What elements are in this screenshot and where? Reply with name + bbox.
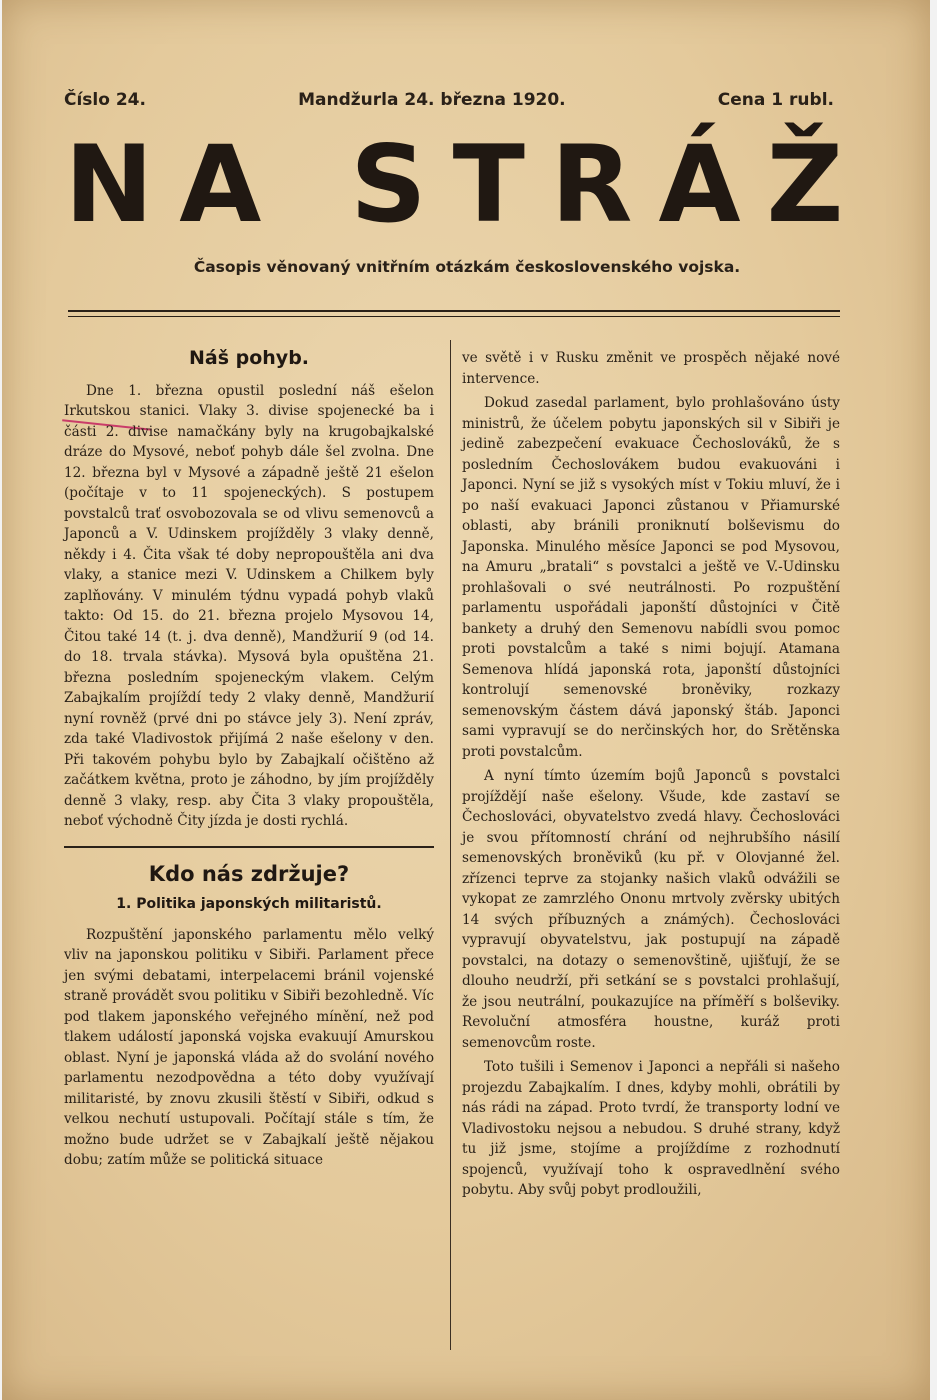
header-rule-top xyxy=(68,310,840,312)
newspaper-subtitle: Časopis věnovaný vnitřním otázkám československého vojska. xyxy=(193,258,741,276)
right-paragraph: A nyní tímto územím bojů Japonců s povstalci projíždějí naše ešelony. Všude, kde zastaví se Čechoslováci, obyvatelstvo zvedá hlavy. Čechoslováci je svou přítomností chrání od nejhrubšího násilí semenovských broněviků (ku př. v Olovjanné žel. zřízenci teprve za stojanky našich vlaků odvážili se vykopat ze zamrzlého Ononu mrtvoly zvěrsky ubitých 14 svých příbuzných a známých). Čechoslováci vypravují obyvatelstvu, jak postupují na západě povstalci, na dotazy o semenovštině, ujišťují, že se dlouho neudrží, při setkání se s povstalci prohlašují, že jsou neutrální, poukazujíce na příměří s bolševiky. Revoluční atmosféra houstne, kuráž proti semenovcům roste. xyxy=(462,768,840,1051)
right-paragraph: Dokud zasedal parlament, bylo prohlašováno ústy ministrů, že účelem pobytu japonských sil v Sibiři je jedině zabezpečení evakuace Čechoslováků, že s posledním Čechoslovákem budou evakuováni i Japonci. Nyní se již s vysokých míst v Tokiu mluví, že i po naší evakuaci Japonci zůstanou v Přiamurské oblasti, aby bránili proniknutí bolševismu do Japonska. Minulého měsíce Japonci se pod Mysovou, na Amuru „bratali“ s povstalci a ještě ve V.-Udinsku prohlašovali o své neutrálnosti. Po rozpuštění parlamentu uspořádali japonští důstojníci v Čitě bankety a druhý den Semenovu nabídli svou pomoc proti povstalcům a také s nimi bojují. Atamana Semenova hlídá japonská rota, japonští důstojníci kontrolují semenovské broněviky, rozkazy semenovským částem dává japonský štáb. Japonci sami vypravují se do nerčinských hor, do Srětěnska proti povstalcům. xyxy=(462,395,840,760)
right-column xyxy=(462,348,840,1201)
article1-title: Náš pohyb. xyxy=(188,347,310,369)
place-date: Mandžurla 24. března 1920. xyxy=(298,90,566,110)
header-rule-bottom xyxy=(68,316,840,317)
left-column xyxy=(64,340,434,1171)
right-paragraph: ve světě i v Rusku změnit ve prospěch nějaké nové intervence. xyxy=(462,350,840,387)
price: Cena 1 rubl. xyxy=(717,90,834,110)
newspaper-page xyxy=(2,0,930,1400)
issue-number: Číslo 24. xyxy=(64,90,146,110)
article1-paragraph: Dne 1. března opustil poslední náš ešelon Irkutskou stanici. Vlaky 3. divise spojenecké ba i části 2. divise namačkány byly na krugobajkalské dráze do Mysové, neboť pohyb dále šel zvolna. Dne 12. března byl v Mysové a západně ještě 21 ešelon (počítaje v to 11 spojeneckých). S postupem povstalců trať osvobozovala se od vlivu semenovců a Japonců a V. Udinskem projížděly 3 vlaky denně, někdy i 4. Čita však té doby nepropouštěla ani dva vlaky, a stanice mezi V. Udinskem a Chilkem byly zaplňovány. V minulém týdnu vypadá pohyb vlaků takto: Od 15. do 21. března projelo Mysovou 14, Čitou také 14 (t. j. dva denně), Mandžurií 9 (od 14. do 18. trvala stávka). Mysová byla opuštěna 21. března posledním spojeneckým vlakem. Celým Zabajkalím projíždí tedy 2 vlaky denně, Mandžurií nyní rovněž (prvé dni po stávce jely 3). Není zpráv, zda také Vladivostok přijímá 2 naše ešelony v den. Při takovém pohybu bylo by Zabajkalí očištěno až začátkem května, proto je záhodno, by jím projížděly denně 3 vlaky, resp. aby Čita 3 vlaky propouštěla, neboť východně Čity jízda je dosti rychlá. xyxy=(64,382,434,829)
masthead-info-line xyxy=(64,90,834,110)
article2-title: Kdo nás zdržuje? xyxy=(148,861,350,886)
article2-section-title: 1. Politika japonských militaristů. xyxy=(116,896,382,912)
right-paragraph: Toto tušili i Semenov i Japonci a nepřáli si našeho projezdu Zabajkalím. I dnes, kdyby mohli, obrátili by nás rádi na západ. Proto tvrdí, že transporty lodní ve Vladivostoku nejsou a nebudou. S druhé strany, když tu již jsme, stojíme a projíždíme z rozhodnutí spojenců, využívají toho k ospravedlnění svého pobytu. Aby svůj pobyt prodloužili, xyxy=(462,1059,840,1198)
article-separator xyxy=(64,846,434,848)
column-divider xyxy=(450,340,451,1350)
newspaper-title: NA STRÁŽ xyxy=(64,123,870,246)
article2-paragraph: Rozpuštění japonského parlamentu mělo velký vliv na japonskou politiku v Sibiři. Parlament přece jen svými debatami, interpelacemi bránil vojenské straně provádět svou politiku v Sibiři bezohledně. Víc pod tlakem japonského veřejného mínění, než pod tlakem událostí japonská vojska evakuují Amurskou oblast. Nyní je japonská vláda až do svolání nového parlamentu nezodpovědna a této doby využívají militaristé, by znovu zkusili štěstí v Sibiři, odkud s velkou nechutí ustupovali. Počítají stále s tím, že možno bude udržet se v Zabajkalí ještě nějakou dobu; zatím může se politická situace xyxy=(64,926,434,1168)
